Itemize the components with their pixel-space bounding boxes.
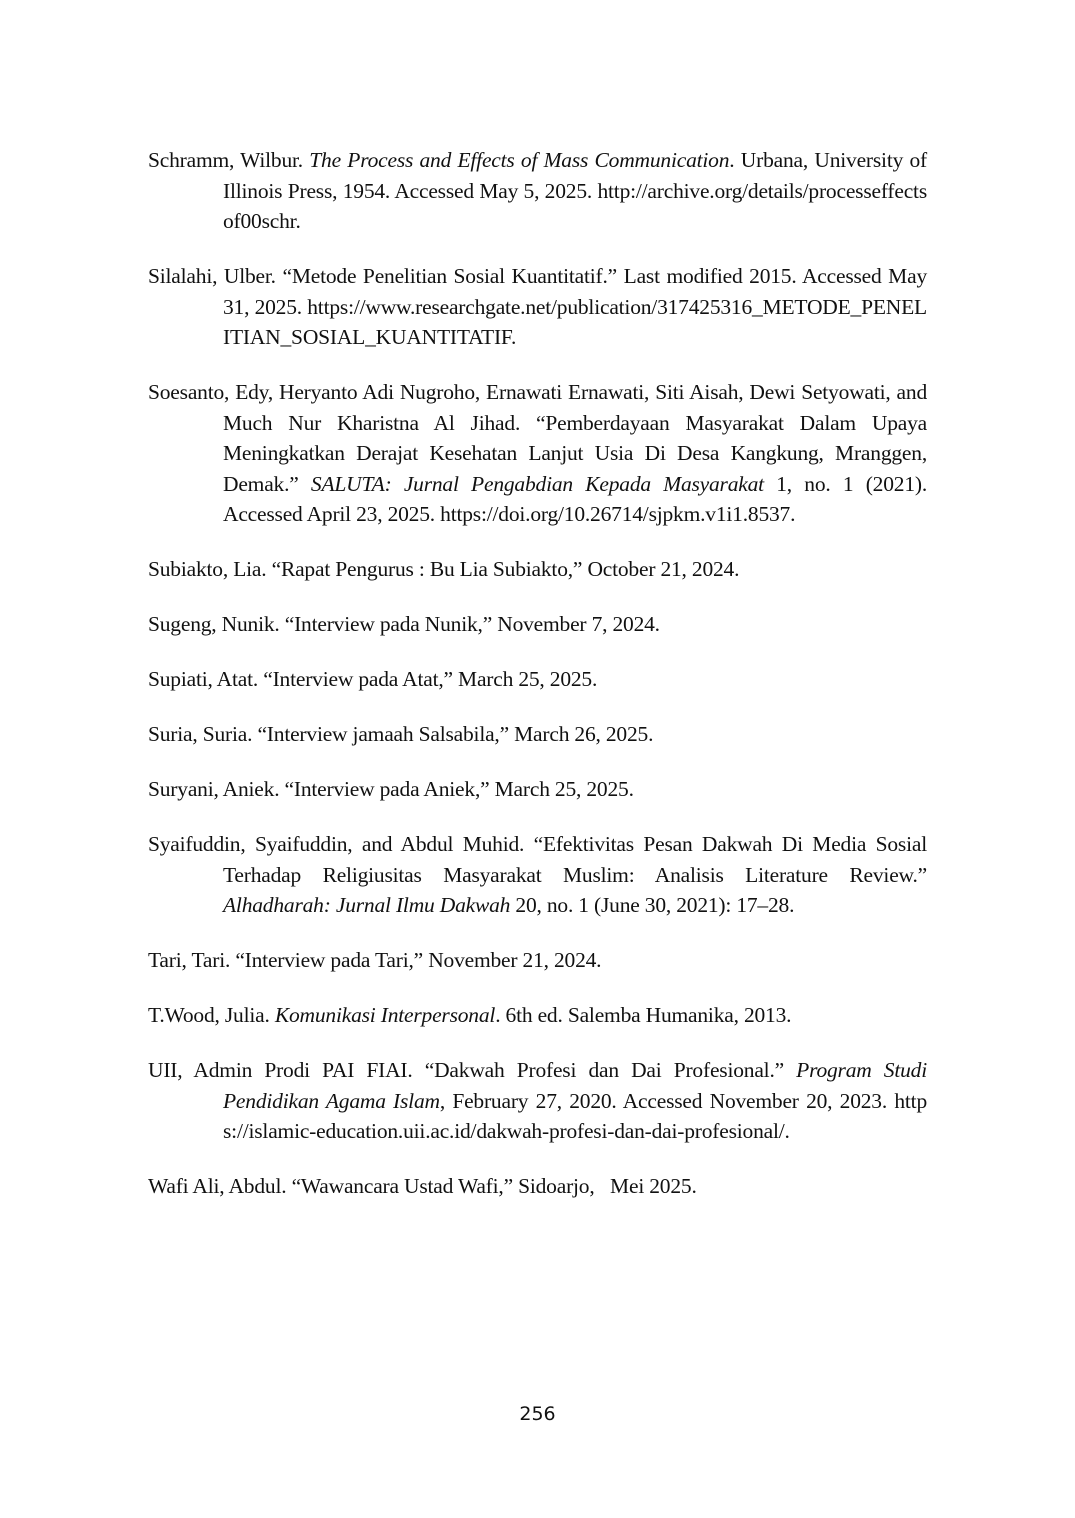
bibliography-list [148,145,927,1226]
entry-details: 20, no. 1 (June 30, 2021): 17–28. [510,893,795,917]
bibliography-entry-twood [148,1000,927,1031]
bibliography-entry-supiati: Supiati, Atat. “Interview pada Atat,” March 25, 2025. [148,667,598,691]
entry-title: “Metode Penelitian Sosial Kuantitatif.” Last modified 2015. Accessed May 31, 2025. [223,264,927,319]
entry-details: 1, no. 1 (2021). Accessed April 23, 2025. [223,471,927,526]
bibliography-entry-tari: Tari, Tari. “Interview pada Tari,” November 21, 2024. [148,948,602,972]
entry-journal: SALUTA: Jurnal Pengabdian Kepada Masyarakat [310,471,764,496]
bibliography-entry-silalahi [148,261,927,353]
entry-journal: Program Studi Pendidikan Agama Islam [223,1058,927,1113]
bibliography-entry-soesanto [148,377,927,530]
bibliography-entry-subiakto: Subiakto, Lia. “Rapat Pengurus : Bu Lia Subiakto,” October 21, 2024. [148,557,740,581]
entry-details: . Urbana, University of Illinois Press, 1954. Accessed May 5, 2025. [223,148,927,203]
entry-author: Schramm, Wilbur. [148,148,310,172]
bibliography-entry-suria: Suria, Suria. “Interview jamaah Salsabila,” March 26, 2025. [148,722,654,746]
bibliography-entry-uii [148,1055,927,1147]
bibliography-entry-syaifuddin [148,829,927,921]
bibliography-entry-wafi: Wafi Ali, Abdul. “Wawancara Ustad Wafi,” Sidoarjo, Mei 2025. [148,1174,697,1198]
entry-title: “Dakwah Profesi dan Dai Profesional.” [424,1058,797,1082]
entry-journal: Alhadharah: Jurnal Ilmu Dakwah [223,893,511,917]
entry-author: Syaifuddin, Syaifuddin, and Abdul Muhid. [148,832,534,856]
entry-author: UII, Admin Prodi PAI FIAI. [148,1058,425,1082]
entry-url[interactable]: https://www.researchgate.net/publication/317425316_METODE_PENELITIAN_SOSIAL_KUANTITATIF. [223,294,927,349]
entry-title: Komunikasi Interpersonal [274,1003,496,1027]
entry-details: , February 27, 2020. Accessed November 20, 2023. [439,1088,895,1113]
bibliography-entry-sugeng: Sugeng, Nunik. “Interview pada Nunik,” November 7, 2024. [148,612,660,636]
entry-url[interactable]: http://archive.org/details/processeffectsof00schr. [223,178,927,233]
entry-url[interactable]: https://doi.org/10.26714/sjpkm.v1i1.8537. [440,502,796,526]
page-number: 256 [519,1403,556,1425]
entry-title: “Efektivitas Pesan Dakwah Di Media Sosial Terhadap Religiusitas Masyarakat Muslim: Analisis Literature Review.” [223,832,927,887]
entry-author: Soesanto, Edy, Heryanto Adi Nugroho, Ernawati Ernawati, Siti Aisah, Dewi Setyowati, and Much Nur Kharistna Al Jihad. [148,380,927,435]
entry-author: Silalahi, Ulber. [148,264,283,288]
bibliography-entry-schramm [148,145,927,237]
entry-details: . 6th ed. Salemba Humanika, 2013. [495,1003,792,1027]
bibliography-entry-suryani: Suryani, Aniek. “Interview pada Aniek,” March 25, 2025. [148,777,634,801]
entry-title: The Process and Effects of Mass Communication [309,148,730,172]
entry-url[interactable]: https://islamic-education.uii.ac.id/dakwah-profesi-dan-dai-profesional/. [223,1088,927,1143]
entry-title: “Pemberdayaan Masyarakat Dalam Upaya Meningkatkan Derajat Kesehatan Lanjut Usia Di Desa Kangkung, Mranggen, Demak.” [223,410,927,496]
entry-author: T.Wood, Julia. [148,1003,275,1027]
